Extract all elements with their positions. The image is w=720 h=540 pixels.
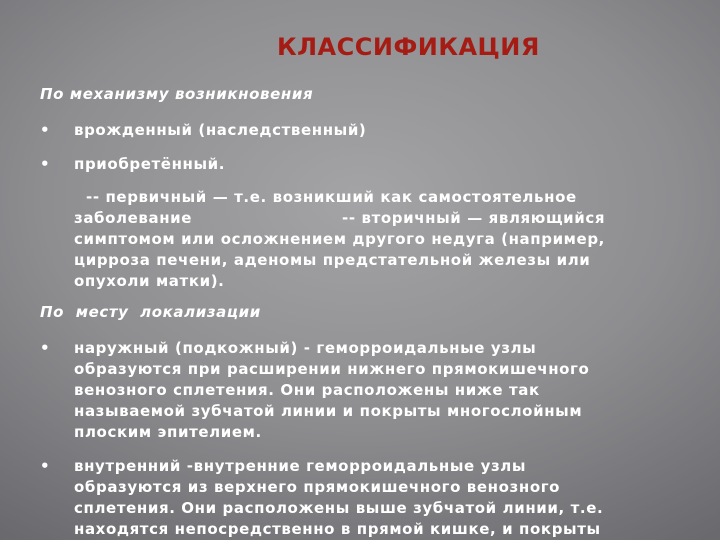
text-line: внутренний -внутренние геморроидальные узлы [74,457,527,475]
bullet-icon: • [40,457,51,475]
slide-body [40,84,690,540]
list-item-congenital [40,120,690,141]
section-heading-location: По месту локализации [40,303,261,321]
text-line: сплетения. Они расположены выше зубчатой линии, т.е. [74,499,604,517]
slide-title: КЛАССИФИКАЦИЯ [277,33,540,61]
text-line: наружный (подкожный) - геморроидальные узлы [74,339,537,357]
detail-line-text: -- вторичный — являющийся [342,209,606,227]
acquired-detail-paragraph [40,187,690,292]
list-item-text: приобретённый. [74,155,226,173]
text-line: образуются из верхнего прямокишечного венозного [74,478,561,496]
list-item-text: врожденный (наследственный) [74,121,367,139]
detail-line: цирроза печени, аденомы предстательной железы или [74,251,591,269]
text-line: плоским эпителием. [74,423,262,441]
text-line: образуются при расширении нижнего прямокишечного [74,360,590,378]
text-line: венозного сплетения. Они расположены ниже так [74,381,540,399]
detail-line: опухоли матки). [74,272,225,290]
detail-line: симптомом или осложнением другого недуга (например, [74,230,605,248]
text-line: называемой зубчатой линии и покрыты многослойным [74,402,583,420]
list-item-text [74,456,690,540]
list-item-text [74,338,690,443]
list-item-acquired [40,154,690,175]
text-line: находятся непосредственно в прямой кишке, и покрыты [74,520,601,538]
bullet-icon: • [40,155,51,173]
list-item-internal [40,456,690,540]
detail-line [74,187,690,208]
list-item-external [40,338,690,443]
bullet-icon: • [40,121,51,139]
section-heading-mechanism: По механизму возникновения [40,85,314,103]
bullet-icon: • [40,339,51,357]
detail-line-text: заболевание [74,209,193,227]
detail-line-text: -- первичный — т.е. возникший как самостоятельное [86,188,577,206]
detail-line [74,208,690,229]
